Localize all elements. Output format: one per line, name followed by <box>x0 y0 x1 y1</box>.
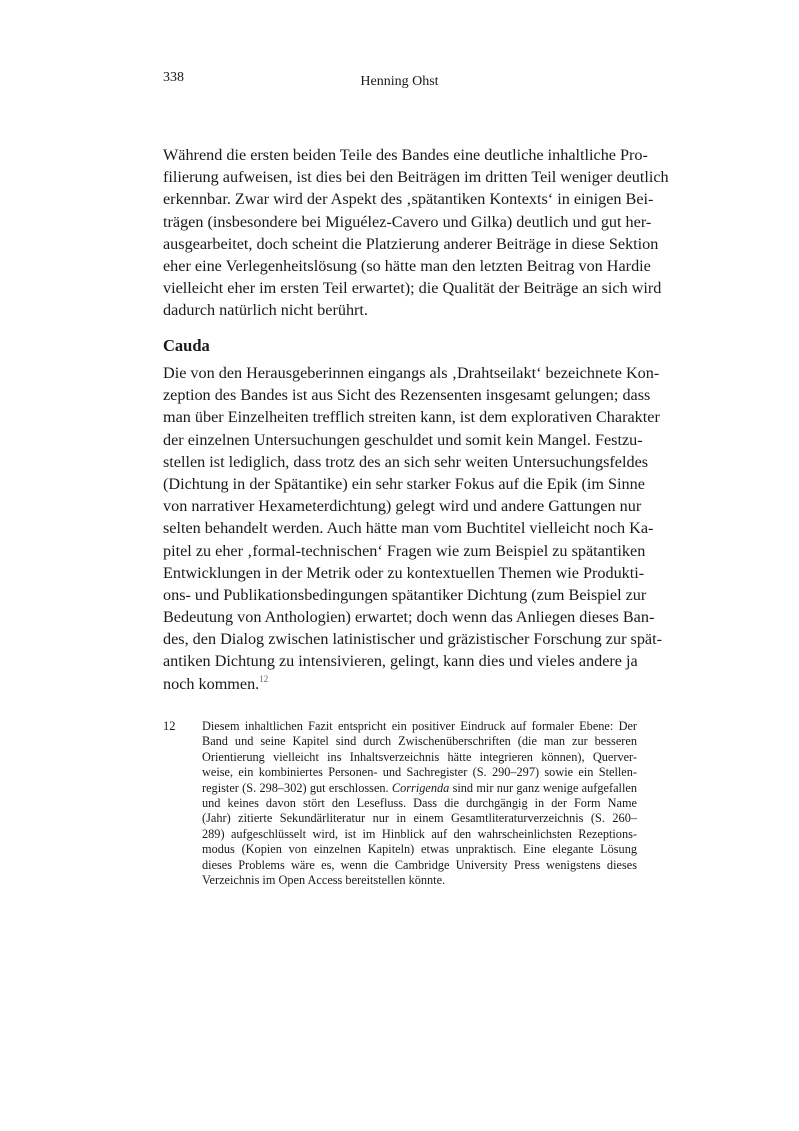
text-line <box>163 650 637 672</box>
footnote-line: und keines davon stört den Lesefluss. Dass die durchgängig in der Form Name <box>202 795 637 810</box>
text-line <box>163 584 647 606</box>
footnote-line: weise, ein kombiniertes Personen- und Sachregister (S. 290–297) sowie ein Stellen- <box>202 765 637 780</box>
text-line <box>163 517 654 539</box>
footnote-number: 12 <box>163 719 176 733</box>
text-line: vielleicht eher im ersten Teil erwartet); die Qualität der Beiträge an sich wird <box>163 279 662 298</box>
line-text: man über Einzelheiten trefflich streiten kann, ist dem explorativen Charakter <box>163 408 660 427</box>
footnote-line: (Jahr) zitierte Sekundärliteratur nur in einem Gesamtliteraturverzeichnis (S. 260– <box>202 811 637 826</box>
text-line: ausgearbeitet, doch scheint die Platzierung anderer Beiträge in diese Sektion <box>163 234 659 253</box>
footnote-text: sind mir nur ganz wenige aufgefallen <box>449 780 637 795</box>
line-text: (Dichtung in der Spätantike) ein sehr starker Fokus auf die Epik (im Sinne <box>163 474 645 493</box>
section-heading: Cauda <box>163 336 210 355</box>
footnote-reference[interactable]: 12 <box>259 673 269 684</box>
line-text: pitel zu eher ‚formal-technischen‘ Fragen wie zum Beispiel zu spätantiken <box>163 541 646 560</box>
footnote-line: Verzeichnis im Open Access bereitstellen könnte. <box>202 872 446 887</box>
line-text: antiken Dichtung zu intensivieren, gelingt, kann dies und vieles andere ja <box>163 652 638 671</box>
line-text: von narrativer Hexameterdichtung) gelegt wird und andere Gattungen nur <box>163 497 642 516</box>
footnote-body <box>202 719 637 888</box>
line-text: des, den Dialog zwischen latinistischer und gräzistischer Forschung zur spät- <box>163 630 662 649</box>
footnote-italic-term: Corrigenda <box>391 780 450 795</box>
text-line: Während die ersten beiden Teile des Bandes eine deutliche inhaltliche Pro- <box>163 146 648 164</box>
text-line <box>163 429 643 451</box>
line-text: zeption des Bandes ist aus Sicht des Rezensenten insgesamt gelungen; dass <box>163 386 651 405</box>
footnote-line: 289) aufgeschlüsselt wird, ist im Hinblick auf den wahrscheinlichsten Rezeptions- <box>202 826 637 841</box>
text-line <box>163 606 655 628</box>
line-text: Entwicklungen in der Metrik oder zu kontextuellen Themen wie Produkti- <box>163 563 645 582</box>
paragraph-1 <box>163 144 669 322</box>
page-number: 338 <box>163 70 184 85</box>
footnote-line: dieses Problems wäre es, wenn die Cambridge University Press wenigstens dieses <box>202 857 637 872</box>
line-text: Die von den Herausgeberinnen eingangs als ‚Drahtseilakt‘ bezeichnete Kon- <box>163 364 660 382</box>
text-line <box>163 628 662 650</box>
text-line: eher eine Verlegenheitslösung (so hätte man den letzten Beitrag von Hardie <box>163 256 651 275</box>
line-text: der einzelnen Untersuchungen geschuldet und somit kein Mangel. Festzu- <box>163 430 643 449</box>
footnote-text: register (S. 298–302) gut erschlossen. <box>202 780 392 795</box>
paragraph-2 <box>163 362 662 695</box>
text-line <box>163 451 649 473</box>
line-text: selten behandelt werden. Auch hätte man vom Buchtitel vielleicht noch Ka- <box>163 519 654 538</box>
text-line <box>163 406 660 428</box>
line-text: stellen ist lediglich, dass trotz des an sich sehr weiten Untersuchungsfeldes <box>163 452 649 471</box>
text-line: filierung aufweisen, ist dies bei den Beiträgen im dritten Teil weniger deutlich <box>163 168 669 187</box>
text-line <box>163 473 645 495</box>
footnote-line: Diesem inhaltlichen Fazit entspricht ein positiver Eindruck auf formaler Ebene: Der <box>202 719 637 733</box>
text-line <box>163 673 637 695</box>
footnote-line: Orientierung vielleicht ins Inhaltsverzeichnis hätte integrieren können), Querver- <box>202 749 637 764</box>
footnote-line: Band und seine Kapitel sind durch Zwischenüberschriften (die man zur besseren <box>202 734 637 749</box>
line-text: Bedeutung von Anthologien) erwartet; doch wenn das Anliegen dieses Ban- <box>163 608 655 627</box>
text-line <box>163 495 642 517</box>
text-line: dadurch natürlich nicht berührt. <box>163 301 368 320</box>
line-text: noch kommen. <box>163 674 260 693</box>
text-line <box>163 362 660 384</box>
line-text: ons- und Publikationsbedingungen spätantiker Dichtung (zum Beispiel zur <box>163 585 647 604</box>
text-line <box>163 384 651 406</box>
footnote-line <box>202 781 637 796</box>
running-head: Henning Ohst <box>360 74 439 89</box>
text-line: erkennbar. Zwar wird der Aspekt des ‚spätantiken Kontexts‘ in einigen Bei- <box>163 190 654 209</box>
footnote-line: modus (Kopien von einzelnen Kapiteln) etwas unpraktisch. Eine elegante Lösung <box>202 842 637 857</box>
text-line <box>163 562 645 584</box>
text-line <box>163 540 646 562</box>
text-line: trägen (insbesondere bei Miguélez-Cavero und Gilka) deutlich und gut her- <box>163 212 652 231</box>
